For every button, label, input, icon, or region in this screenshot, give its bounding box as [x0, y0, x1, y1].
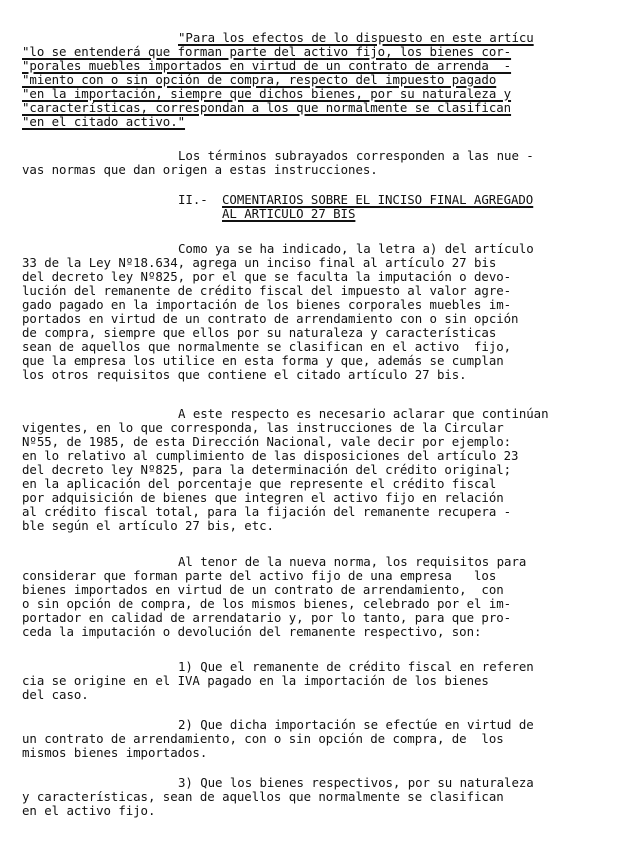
section-title-line: AL ARTICULO 27 BIS [222, 206, 356, 221]
paragraph-line: al crédito fiscal total, para la fijación del remanente recupera - [22, 504, 512, 519]
paragraph-line: que la empresa los utilice en esta forma y que, además se cumplan [22, 353, 504, 368]
paragraph-line: considerar que forman parte del activo fijo de una empresa los [22, 568, 497, 583]
paragraph-line: portados en virtud de un contrato de arrendamiento con o sin opción [22, 311, 519, 326]
paragraph-line: lución del remanente de crédito fiscal del impuesto al valor agre- [22, 283, 512, 298]
quote-line: "lo se entenderá que forman parte del activo fijo, los bienes cor- [22, 44, 512, 59]
quote-line: "porales muebles importados en virtud de un contrato de arrenda - [22, 58, 512, 73]
requirement-line: 3) Que los bienes respectivos, por su naturaleza [178, 775, 534, 790]
requirement-line: del caso. [22, 687, 89, 702]
quote-line: "características, correspondan a los que normalmente se clasifican [22, 100, 512, 115]
paragraph-line: vigentes, en lo que corresponda, las instrucciones de la Circular [22, 420, 504, 435]
paragraph-line: sean de aquellos que normalmente se clasifican en el activo fijo, [22, 339, 512, 354]
paragraph-line: del decreto ley Nº825, por el que se faculta la imputación o devo- [22, 269, 512, 284]
paragraph-line: Como ya se ha indicado, la letra a) del artículo [178, 241, 534, 256]
paragraph-line: portador en calidad de arrendatario y, por lo tanto, para que pro- [22, 610, 512, 625]
paragraph-line: de compra, siempre que ellos por su naturaleza y características [22, 325, 497, 340]
quote-line: "Para los efectos de lo dispuesto en este artícu [178, 30, 534, 45]
paragraph-line: ble según el artículo 27 bis, etc. [22, 518, 274, 533]
paragraph-line: Al tenor de la nueva norma, los requisitos para [178, 554, 527, 569]
note-line: vas normas que dan origen a estas instrucciones. [22, 162, 378, 177]
paragraph-line: los otros requisitos que contiene el citado artículo 27 bis. [22, 367, 467, 382]
paragraph-line: en lo relativo al cumplimiento de las disposiciones del artículo 23 [22, 448, 519, 463]
quote-line: "en la importación, siempre que dichos bienes, por su naturaleza y [22, 86, 512, 101]
paragraph-line: ceda la imputación o devolución del remanente respectivo, son: [22, 624, 482, 639]
requirement-line: 1) Que el remanente de crédito fiscal en referen [178, 659, 534, 674]
paragraph-line: gado pagado en la importación de los bienes corporales muebles im- [22, 297, 512, 312]
quote-line: "miento con o sin opción de compra, respecto del impuesto pagado [22, 72, 497, 87]
paragraph-line: Nº55, de 1985, de esta Dirección Nacional, vale decir por ejemplo: [22, 434, 512, 449]
note-line: Los términos subrayados corresponden a las nue - [178, 148, 534, 163]
requirement-line: cia se origine en el IVA pagado en la importación de los bienes [22, 673, 489, 688]
requirement-line: y características, sean de aquellos que normalmente se clasifican [22, 789, 504, 804]
paragraph-line: 33 de la Ley Nº18.634, agrega un inciso final al artículo 27 bis [22, 255, 497, 270]
paragraph-line: por adquisición de bienes que integren el activo fijo en relación [22, 490, 504, 505]
requirement-line: en el activo fijo. [22, 803, 156, 818]
section-number: II.- [178, 192, 208, 207]
paragraph-line: o sin opción de compra, de los mismos bienes, celebrado por el im- [22, 596, 512, 611]
paragraph-line: del decreto ley Nº825, para la determinación del crédito original; [22, 462, 512, 477]
quote-line: "en el citado activo." [22, 114, 186, 129]
requirement-line: 2) Que dicha importación se efectúe en virtud de [178, 717, 534, 732]
paragraph-line: bienes importados en virtud de un contrato de arrendamiento, con [22, 582, 504, 597]
paragraph-line: A este respecto es necesario aclarar que continúan [178, 406, 549, 421]
section-title-line: COMENTARIOS SOBRE EL INCISO FINAL AGREGADO [222, 192, 534, 207]
paragraph-line: en la aplicación del porcentaje que represente el crédito fiscal [22, 476, 497, 491]
requirement-line: un contrato de arrendamiento, con o sin opción de compra, de los [22, 731, 504, 746]
requirement-line: mismos bienes importados. [22, 745, 208, 760]
